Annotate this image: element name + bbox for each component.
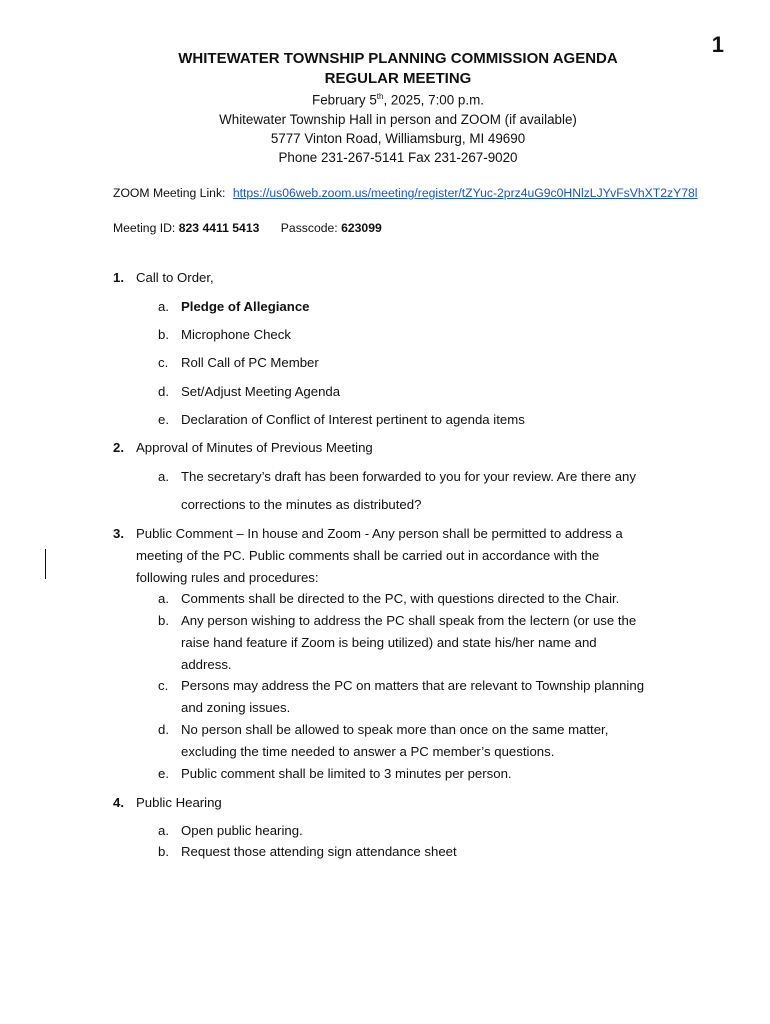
item-letter: c. bbox=[158, 355, 169, 370]
date-suffix: , 2025, 7:00 p.m. bbox=[383, 92, 484, 108]
item-letter: d. bbox=[158, 384, 169, 399]
meeting-date bbox=[0, 92, 770, 107]
item-text: The secretary’s draft has been forwarded to you for your review. Are there any bbox=[181, 469, 636, 484]
item-text: Open public hearing. bbox=[181, 823, 303, 838]
item-text: Roll Call of PC Member bbox=[181, 355, 319, 370]
section-title: Call to Order, bbox=[136, 270, 214, 285]
meeting-location: Whitewater Township Hall in person and ZOOM (if available) bbox=[219, 112, 577, 127]
item-letter: a. bbox=[158, 469, 169, 484]
section-number: 2. bbox=[113, 440, 124, 455]
item-text-continued: excluding the time needed to answer a PC member’s questions. bbox=[181, 744, 555, 759]
section-title: Approval of Minutes of Previous Meeting bbox=[136, 440, 373, 455]
item-text-continued: address. bbox=[181, 657, 232, 672]
revision-bar bbox=[45, 549, 46, 579]
item-letter: b. bbox=[158, 613, 169, 628]
contact-phone: Phone 231-267-5141 Fax 231-267-9020 bbox=[278, 150, 518, 165]
section-text-continued: meeting of the PC. Public comments shall be carried out in accordance with the bbox=[136, 548, 600, 563]
item-text: Declaration of Conflict of Interest pertinent to agenda items bbox=[181, 412, 525, 427]
item-text: Request those attending sign attendance sheet bbox=[181, 844, 457, 859]
item-text: Microphone Check bbox=[181, 327, 291, 342]
page-number: 1 bbox=[711, 32, 724, 57]
item-text-continued: and zoning issues. bbox=[181, 700, 291, 715]
meeting-id-value: 823 4411 5413 bbox=[178, 221, 260, 235]
item-letter: e. bbox=[158, 412, 169, 427]
section-text: Public Comment – In house and Zoom - Any person shall be permitted to address a bbox=[136, 526, 623, 541]
item-letter: c. bbox=[158, 678, 169, 693]
section-text-continued: following rules and procedures: bbox=[136, 570, 319, 585]
date-prefix: February 5 bbox=[312, 92, 377, 108]
section-title: Public Hearing bbox=[136, 795, 222, 810]
item-text: Pledge of Allegiance bbox=[181, 299, 310, 314]
item-text: Comments shall be directed to the PC, with questions directed to the Chair. bbox=[181, 591, 620, 606]
item-text-continued: corrections to the minutes as distributed? bbox=[181, 497, 422, 512]
passcode-label: Passcode: bbox=[280, 221, 338, 235]
section-number: 3. bbox=[113, 526, 124, 541]
item-letter: e. bbox=[158, 766, 169, 781]
item-letter: b. bbox=[158, 844, 169, 859]
item-letter: b. bbox=[158, 327, 169, 342]
meeting-id-label: Meeting ID: bbox=[113, 221, 176, 235]
agenda-subtitle: REGULAR MEETING bbox=[324, 70, 472, 87]
meeting-credentials bbox=[113, 221, 382, 235]
agenda-title: WHITEWATER TOWNSHIP PLANNING COMMISSION AGENDA bbox=[178, 50, 618, 67]
item-text-continued: raise hand feature if Zoom is being utilized) and state his/her name and bbox=[181, 635, 597, 650]
zoom-link-label: ZOOM Meeting Link: bbox=[113, 186, 226, 200]
item-text: No person shall be allowed to speak more than once on the same matter, bbox=[181, 722, 609, 737]
zoom-meeting-link[interactable]: https://us06web.zoom.us/meeting/register/tZYuc-2prz4uG9c0HNlzLJYvFsVhXT2zY78l bbox=[232, 186, 698, 200]
item-letter: a. bbox=[158, 823, 169, 838]
passcode-value: 623099 bbox=[341, 221, 382, 235]
item-text: Persons may address the PC on matters that are relevant to Township planning bbox=[181, 678, 645, 693]
item-letter: a. bbox=[158, 299, 169, 314]
item-text: Public comment shall be limited to 3 minutes per person. bbox=[181, 766, 512, 781]
zoom-link-line bbox=[113, 186, 698, 200]
meeting-address: 5777 Vinton Road, Williamsburg, MI 49690 bbox=[270, 131, 526, 146]
item-text: Any person wishing to address the PC shall speak from the lectern (or use the bbox=[181, 613, 637, 628]
date-ordinal: th bbox=[376, 92, 384, 101]
section-number: 1. bbox=[113, 270, 124, 285]
section-number: 4. bbox=[113, 795, 124, 810]
item-letter: d. bbox=[158, 722, 169, 737]
item-letter: a. bbox=[158, 591, 169, 606]
item-text: Set/Adjust Meeting Agenda bbox=[181, 384, 341, 399]
